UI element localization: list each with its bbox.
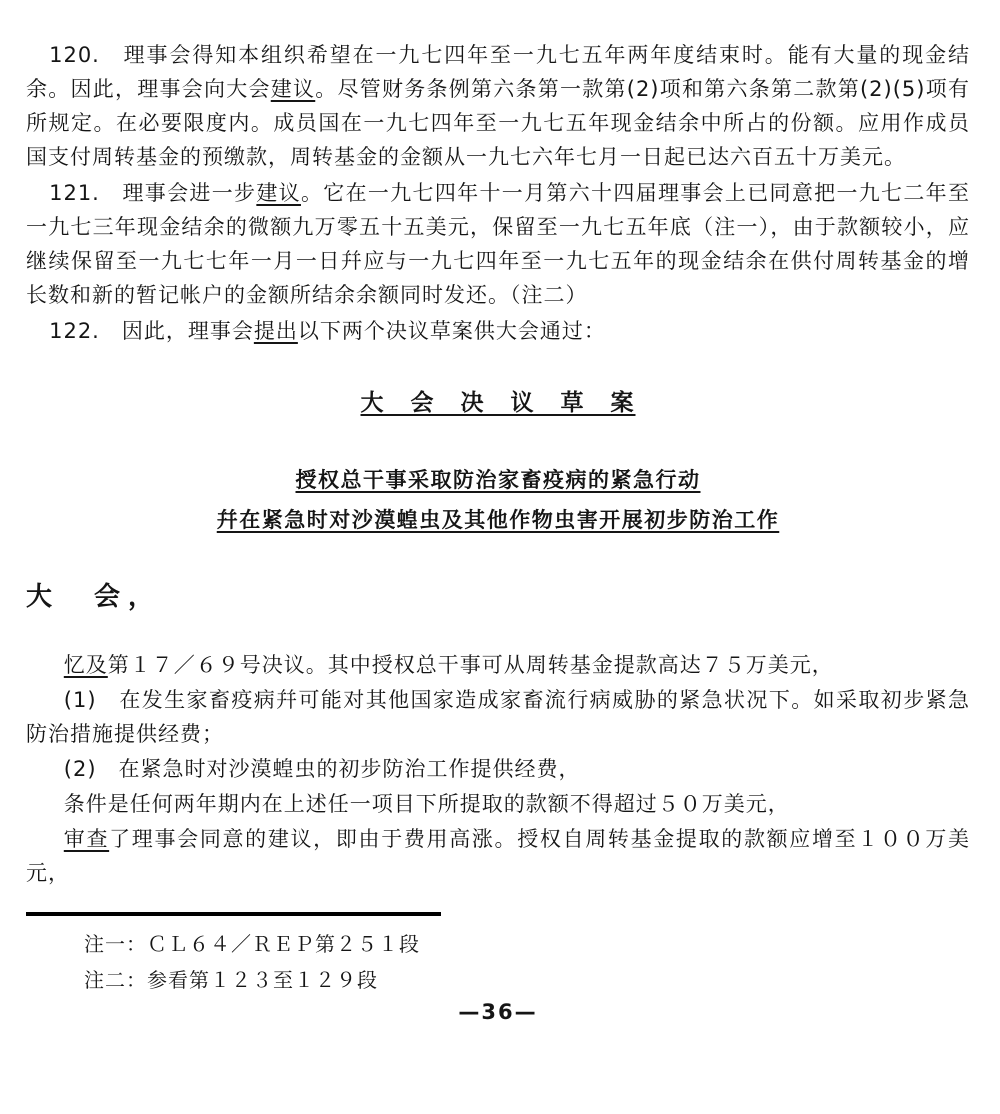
- text-segment: 120. 理事会得知本组织希望在一九七四年至一九七五年两年度结束时。能有大量的现金结余。因此，理事会向大会: [26, 43, 970, 101]
- resolution-heading-text: 大 会 决 议 草 案: [360, 390, 636, 416]
- resolution-subtitle-line2: [26, 500, 970, 540]
- resolution-subtitle-line1-text: 授权总干事采取防治家畜疫病的紧急行动: [295, 468, 701, 492]
- footnote-divider: [26, 912, 441, 916]
- paragraph-121: [26, 176, 970, 312]
- resolution-body: [26, 648, 970, 890]
- footnote-2: 注二：参看第１２３至１２９段: [84, 968, 378, 992]
- paragraph-122: [26, 314, 970, 348]
- text-segment: 以下两个决议草案供大会通过：: [297, 319, 606, 343]
- text-segment: 121. 理事会进一步: [49, 181, 257, 205]
- review-paragraph: [26, 822, 970, 890]
- page-number: —36—: [458, 1000, 538, 1024]
- item-2-paragraph: [26, 752, 970, 786]
- resolution-subtitle: [26, 460, 970, 540]
- salutation: 大 会，: [26, 582, 163, 612]
- text-segment: 122. 因此，理事会: [49, 319, 254, 343]
- footnote-1: 注一：ＣＬ６４／ＲＥＰ第２５１段: [84, 932, 420, 956]
- recital-paragraph: [26, 648, 970, 682]
- text-segment: 审查: [63, 827, 110, 851]
- text-segment: 。尽管财务条例第六条第一款第(2)项和第六条第二款第(2)(5)项有所规定。在必要限度内。成员国在一九七四年至一九七五年现金结余中所占的份额。应用作成员国支付周转基金的预缴款，周转基金的金额从一九七六年七月一日起已达六百五十万美元。: [26, 77, 970, 169]
- text-segment: 条件是任何两年期内在上述任一项目下所提取的款额不得超过５０万美元，: [63, 792, 790, 816]
- condition-paragraph: [26, 787, 970, 821]
- text-segment: 提出: [253, 319, 298, 343]
- text-segment: (1) 在发生家畜疫病幷可能对其他国家造成家畜流行病威胁的紧急状况下。如采取初步紧急防治措施提供经费；: [26, 688, 970, 746]
- text-segment: 了理事会同意的建议，即由于费用高涨。授权自周转基金提取的款额应增至１００万美元，: [26, 827, 970, 885]
- text-segment: 。它在一九七四年十一月第六十四届理事会上已同意把一九七二年至一九七三年现金结余的微额九万零五十五美元，保留至一九七五年底（注一），由于款额较小，应继续保留至一九七七年一月一日幷应与一九七四年至一九七五年的现金结余在供付周转基金的增长数和新的暂记帐户的金额所结余余额同时发还。（注二）: [26, 181, 970, 307]
- text-segment: 建议: [256, 181, 301, 205]
- text-segment: 忆及: [63, 653, 108, 677]
- text-segment: 建议: [270, 77, 316, 101]
- resolution-subtitle-line1: [26, 460, 970, 500]
- resolution-heading: [26, 386, 970, 420]
- text-segment: (2) 在紧急时对沙漠蝗虫的初步防治工作提供经费，: [63, 757, 581, 781]
- item-1-paragraph: [26, 683, 970, 751]
- paragraph-120: [26, 38, 970, 174]
- resolution-subtitle-line2-text: 幷在紧急时对沙漠蝗虫及其他作物虫害开展初步防治工作: [216, 508, 780, 532]
- text-segment: 第１７／６９号决议。其中授权总干事可从周转基金提款高达７５万美元，: [107, 653, 834, 677]
